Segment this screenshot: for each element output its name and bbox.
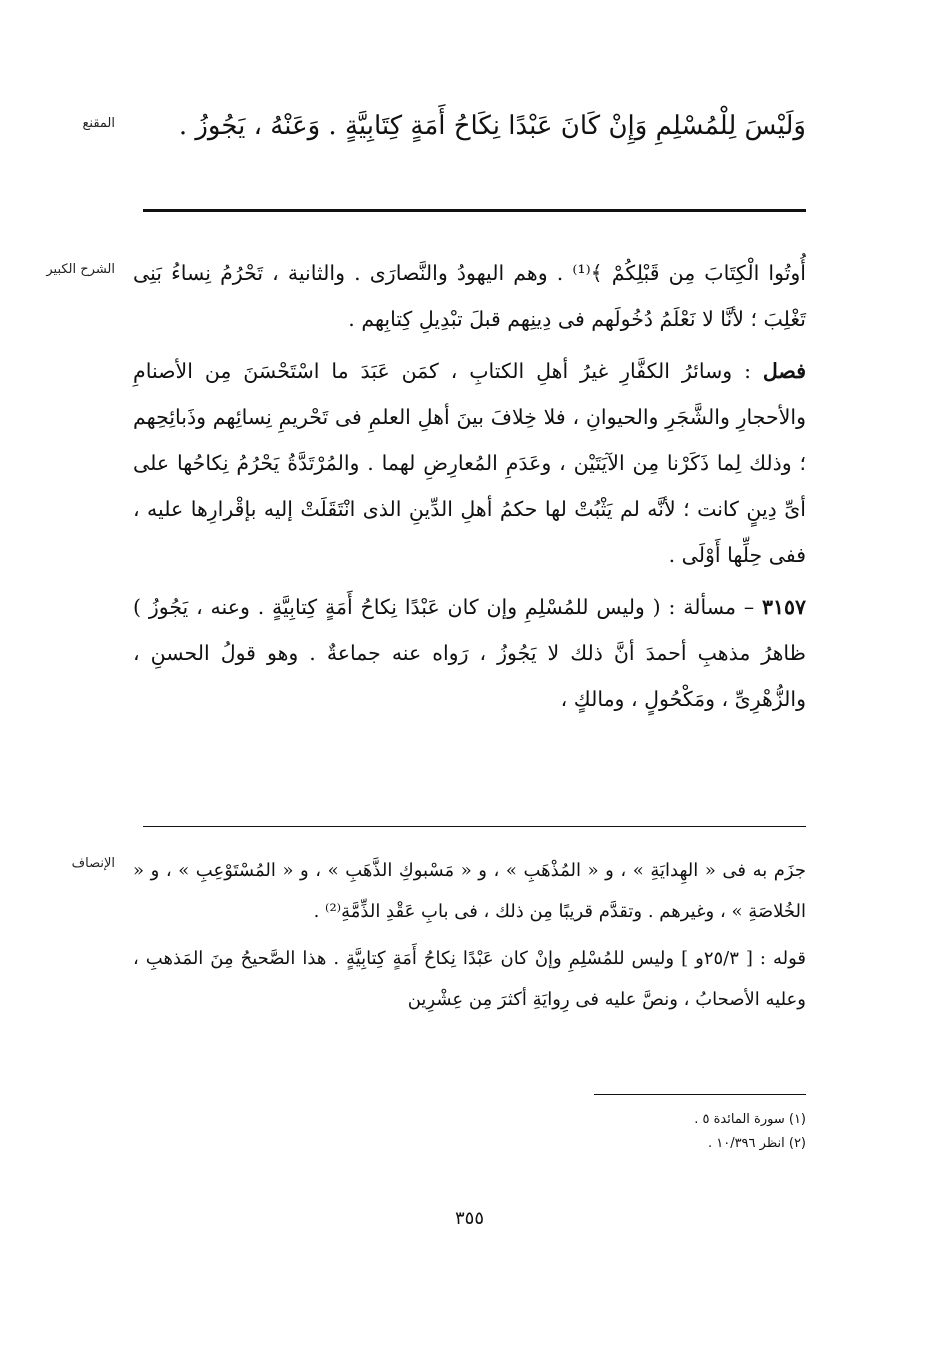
footnote-1: (١) سورة المائدة ٥ .: [694, 1112, 806, 1127]
masala-paragraph: [133, 584, 806, 722]
fasl-heading: فصل: [762, 359, 806, 383]
sharh-margin-label: الشرح الكبير: [46, 262, 115, 277]
masala-text: – مسألة : ( وليس للمُسْلِمِ وإن كان عَبْدًا نِكاحُ أَمَةٍ كِتابِيَّةٍ . وعنه ، يَجُوزُ ) ظاهرُ مذهبِ أحمدَ أنَّ ذلك لا يَجُوزُ ، رَواه عنه جماعةٌ . وهو قولُ الحسنِ ، والزُّهْرِىِّ ، ومَكْحُولٍ ، ومالكٍ ،: [133, 595, 806, 711]
muqni-margin-label: المقنع: [82, 116, 115, 131]
footnotes: [406, 1108, 806, 1156]
insaf-paragraph: جزَم به فى « الهِدايَةِ » ، و « المُذْهَبِ » ، و « مَسْبوكِ الذَّهَبِ » ، و « المُسْتَوْعِبِ » ، و « الخُلاصَةِ » ، وغيرهم . وتقدَّم قريبًا مِن ذلك ، فى بابِ عَقْدِ الذِّمَّةِ⁽²⁾ .: [133, 860, 806, 922]
fasl-text: : وسائرُ الكفَّارِ غيرُ أهلِ الكتابِ ، كمَن عَبَدَ ما اسْتَحْسَنَ مِن الأصنامِ والأحجارِ والشَّجَرِ والحيوانِ ، فلا خِلافَ بينَ أهلِ العلمِ فى تَحْريمِ نِسائِهم وذَبائِحِهم ؛ وذلك لِما ذَكَرْنا مِن الآيَتَيْن ، وعَدَمِ المُعارِضِ لهما . والمُرْتَدَّةُ يَحْرُمُ نِكاحُها على أىِّ دِينٍ كانت ؛ لأنَّه لم يَثْبُتْ لها حكمُ أهلِ الدِّينِ الذى انْتَقَلَتْ إليه بإقْرارِها عليه ، ففى حِلِّها أَوْلَى .: [133, 359, 806, 567]
footnote-2: (٢) انظر ١٠/٣٩٦ .: [707, 1136, 806, 1151]
insaf-margin-label: الإنصاف: [71, 856, 115, 871]
masala-number: ٣١٥٧: [761, 595, 806, 619]
matn-text: وَلَيْسَ لِلْمُسْلِمِ وَإِنْ كَانَ عَبْدًا نِكَاحُ أَمَةٍ كِتَابِيَّةٍ . وَعَنْهُ ، يَجُوزُ .: [178, 111, 806, 141]
matn-divider: [143, 209, 806, 212]
sharh-paragraph: أُوتُوا الْكِتَابَ مِن قَبْلِكُمْ ﴾⁽¹⁾ . وهم اليهودُ والنَّصارَى . والثانية ، تَحْرُمُ نِساءُ بَنِى تَغْلِبَ ؛ لأنَّا لا نَعْلَمُ دُخُولَهم فى دِينِهم قبلَ تبْدِيلِ كِتابِهم .: [133, 261, 806, 331]
sharh-section: [133, 250, 806, 722]
insaf-section: [133, 850, 806, 1020]
page-number: ٣٥٥: [454, 1208, 484, 1229]
footnote-divider: [594, 1094, 806, 1095]
fasl-paragraph: [133, 348, 806, 578]
insaf-paragraph-2: قوله : [ ٢٥/٣و ] وليس للمُسْلِمِ وإنْ كان عَبْدًا نِكاحُ أَمَةٍ كِتابِيَّةٍ . هذا الصَّحيحُ مِنَ المَذهبِ ، وعليه الأصحابُ ، ونصَّ عليه فى رِوايَةِ أكثرَ مِن عِشْرِين: [133, 948, 806, 1010]
sharh-divider: [143, 826, 806, 827]
